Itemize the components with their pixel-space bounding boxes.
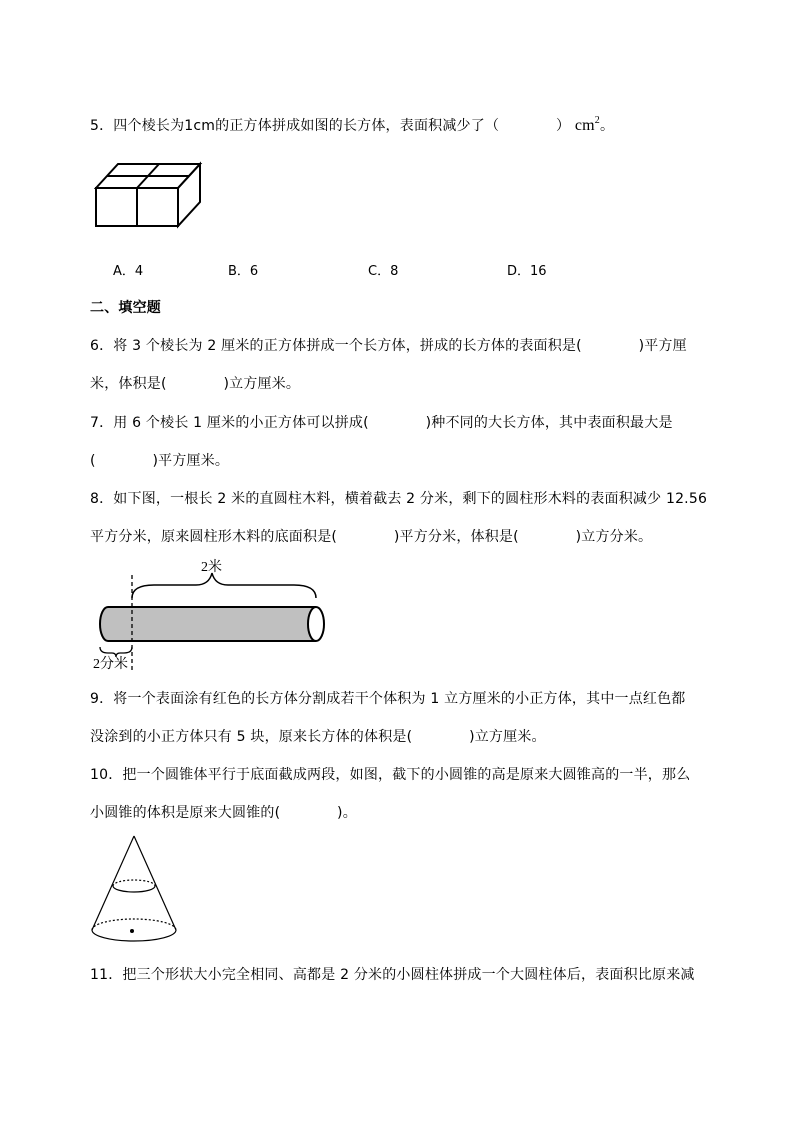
question-10-line-2: 小圆锥的体积是原来大圆锥的( )。 xyxy=(90,805,357,821)
cylinder-right-end xyxy=(308,607,324,641)
question-11-line-1: 11．把三个形状大小完全相同、高都是 2 分米的小圆柱体拼成一个大圆柱体后，表面积比原来减 xyxy=(90,967,695,983)
question-6-line-2: 米，体积是( )立方厘米。 xyxy=(90,376,301,392)
cone-right-slant xyxy=(134,836,176,930)
unit-exponent: 2 xyxy=(594,115,600,126)
question-8-line-2: 平方分米，原来圆柱形木料的底面积是( )平方分米，体积是( )立方分米。 xyxy=(90,529,653,545)
brace-top xyxy=(132,573,316,598)
question-9-line-2: 没涂到的小正方体只有 5 块，原来长方体的体积是( )立方厘米。 xyxy=(90,729,546,745)
cut-ellipse-front xyxy=(113,886,155,892)
question-7-line-2: ( )平方厘米。 xyxy=(90,453,230,469)
label-2m: 2米 xyxy=(201,560,222,575)
label-2dm: 2分米 xyxy=(93,657,128,672)
base-ellipse-back xyxy=(92,919,176,930)
unit-cm2 xyxy=(575,117,600,134)
question-5 xyxy=(90,115,614,135)
question-5-end: 。 xyxy=(599,118,615,134)
section-title: 二、填空题 xyxy=(90,300,161,316)
cut-ellipse-back xyxy=(113,880,155,886)
question-6-line-1: 6．将 3 个棱长为 2 厘米的正方体拼成一个长方体，拼成的长方体的表面积是( )平方厘 xyxy=(90,338,687,354)
question-10-line-1: 10．把一个圆锥体平行于底面截成两段，如图，截下的小圆锥的高是原来大圆锥高的一半，那么 xyxy=(90,767,691,783)
cone-left-slant xyxy=(92,836,134,930)
cylinder-left-end xyxy=(100,607,108,641)
unit-base: cm xyxy=(574,117,595,134)
option-c: C．8 xyxy=(368,264,399,279)
question-5-text: 5．四个棱长为1cm的正方体拼成如图的长方体，表面积减少了（ ） xyxy=(90,118,571,134)
option-b: B．6 xyxy=(228,264,259,279)
cuboid-figure xyxy=(94,160,206,230)
option-d: D．16 xyxy=(507,264,547,279)
question-7-line-1: 7．用 6 个棱长 1 厘米的小正方体可以拼成( )种不同的大长方体，其中表面积最大是 xyxy=(90,415,673,431)
question-9-line-1: 9．将一个表面涂有红色的长方体分割成若干个体积为 1 立方厘米的小正方体，其中一点红色都 xyxy=(90,691,686,707)
base-ellipse-front xyxy=(92,930,176,941)
cuboid-side-face xyxy=(178,164,200,226)
cone-figure xyxy=(88,834,180,946)
base-center-dot xyxy=(130,929,134,933)
question-8-line-1: 8．如下图，一根长 2 米的直圆柱木料，横着截去 2 分米，剩下的圆柱形木料的表面积减少 12.56 xyxy=(90,491,708,507)
cylinder-body xyxy=(108,607,316,641)
option-a: A．4 xyxy=(113,264,144,279)
